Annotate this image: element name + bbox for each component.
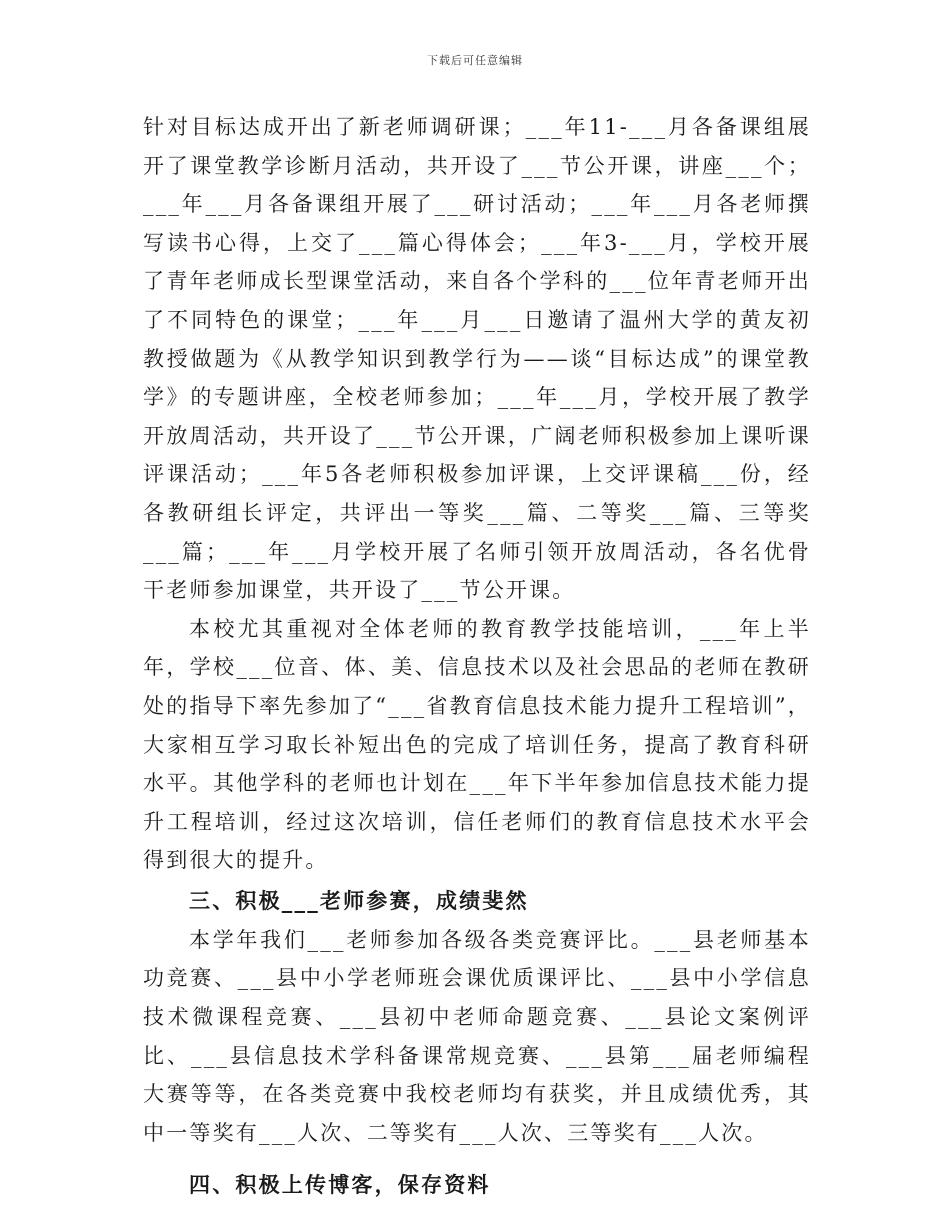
paragraph-teaching-activities: 针对目标达成开出了新老师调研课；___年11-___月各备课组展开了课堂教学诊断月活动，共开设了___节公开课，讲座___个；___年___月各备课组开展了___研讨活动；___年___月各老师撰写读书心得，上交了___篇心得体会；___年3-___月，学校开展了青年老师成长型课堂活动，来自各个学科的___位年青老师开出了不同特色的课堂；___年___月___日邀请了温州大学的黄友初教授做题为《从教学知识到教学行为——谈“目标达成”的课堂教学》的专题讲座，全校老师参加；___年___月，学校开展了教学开放周活动，共开设了___节公开课，广阔老师积极参加上课听课评课活动；___年5各老师积极参加评课，上交评课稿___份，经各教研组长评定，共评出一等奖___篇、二等奖___篇、三等奖___篇；___年___月学校开展了名师引领开放周活动，各名优骨干老师参加课堂，共开设了___节公开课。 — [143, 115, 811, 603]
section-heading-blog: 四、积极上传博客，保存资料 — [189, 1172, 491, 1198]
paragraph-competitions: 本学年我们___老师参加各级各类竞赛评比。___县老师基本功竞赛、___县中小学老师班会课优质课评比、___县中小学信息技术微课程竞赛、___县初中老师命题竞赛、___县论文案例评比、___县信息技术学科备课常规竞赛、___县第___届老师编程大赛等等，在各类竞赛中我校老师均有获奖，并且成绩优秀，其中一等奖有___人次、二等奖有___人次、三等奖有___人次。 — [143, 927, 811, 1145]
document-body — [143, 108, 811, 1205]
section-heading-competitions: 三、积极___老师参赛，成绩斐然 — [189, 887, 529, 913]
page-header-note: 下载后可任意编辑 — [427, 54, 523, 67]
paragraph-teacher-training: 本校尤其重视对全体老师的教育教学技能培训，___年上半年，学校___位音、体、美、信息技术以及社会思品的老师在教研处的指导下率先参加了“___省教育信息技术能力提升工程培训”，大家相互学习取长补短出色的完成了培训任务，提高了教育科研水平。其他学科的老师也计划在___年下半年参加信息技术能力提升工程培训，经过这次培训，信任老师们的教育信息技术水平会得到很大的提升。 — [143, 616, 811, 873]
